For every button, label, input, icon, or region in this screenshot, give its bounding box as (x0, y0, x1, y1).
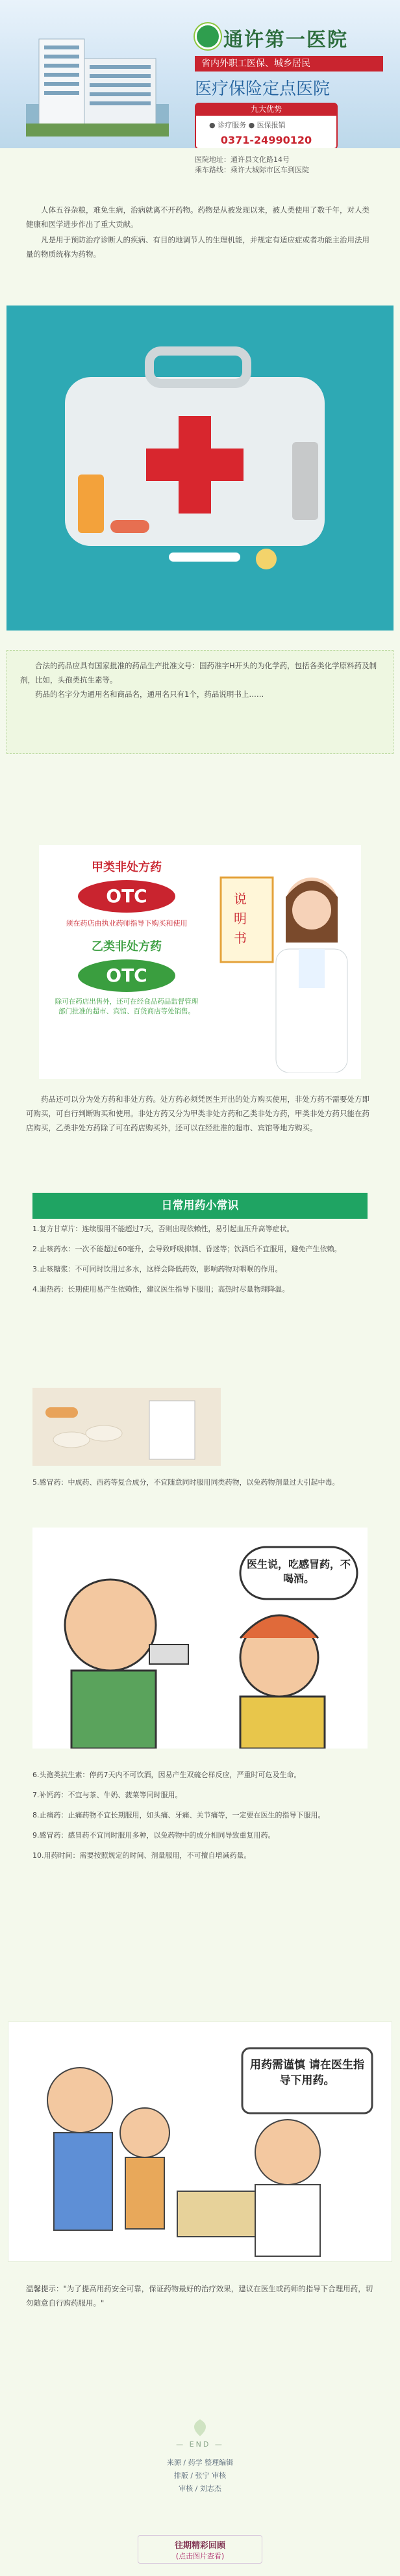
contact-card (195, 103, 338, 148)
credit-line: 来源 / 药学 整理编辑 (166, 2458, 234, 2467)
tip-item: 1.复方甘草片：连续服用不能超过7天，否则出现依赖性，易引起血压升高等症状。 (32, 1225, 294, 1233)
past-highlights-link[interactable] (138, 2535, 262, 2564)
cartoon-image (32, 1528, 368, 1749)
prescription-paragraph: 药品还可以分为处方药和非处方药。处方药必须凭医生开出的处方购买使用，非处方药不需要处方即可购买，可自行判断购买和使用。非处方药又分为甲类非处方药和乙类非处方药，甲类非处方药只能在药店购买，乙类非处方药除了可在药店购买外，还可以在经批准的超市、宾馆等地方购买。 (26, 1095, 369, 1132)
route-line: 乘车路线：乘许大城际市区车到医院 (195, 166, 309, 174)
intro-paragraph: 凡是用于预防治疗诊断人的疾病、有目的地调节人的生理机能，并规定有适应症或者功能主治用法用量的物质统称为药物。 (26, 235, 369, 259)
manual-char: 明 (234, 911, 247, 926)
tip-item: 4.退热药：长期使用易产生依赖性，建议医生指导下服用；高热时尽量物理降温。 (32, 1285, 290, 1294)
intro-paragraphs (26, 203, 374, 263)
medical-kit-image (6, 306, 394, 631)
class-b-desc: 除可在药店出售外，还可在经食品药品监督管理部门批准的超市、宾馆、百货商店等处销售。 (55, 998, 199, 1015)
tips-list-part3 (32, 1768, 368, 1869)
pharmacist-figure-icon (214, 852, 357, 1073)
pills-image (32, 1388, 221, 1466)
tip-item: 5.感冒药：中成药、西药等复合成分，不宜随意同时服用同类药物，以免药物剂量过大引起中毒。 (32, 1478, 340, 1487)
intro-paragraph: 人体五谷杂粮，难免生病，治病就离不开药物。药物是从被发现以来，被人类使用了数千年，对人类健康和医学进步作出了重大贡献。 (26, 205, 369, 229)
leaf-icon (187, 2418, 213, 2438)
tip-item: 7.补钙药：不宜与茶、牛奶、菠菜等同时服用。 (32, 1791, 182, 1799)
daily-medication-tips-heading: 日常用药小常识 (32, 1193, 368, 1219)
tip-item: 10.用药时间：需要按照规定的时间、剂量服用，不可擅自增减药量。 (32, 1851, 251, 1860)
pills-illustration (32, 1388, 221, 1466)
article-end-section (0, 2418, 400, 2495)
medical-kit-illustration (6, 306, 394, 631)
end-label: — END — (176, 2440, 224, 2449)
approval-paragraph: 合法的药品应具有国家批准的药品生产批准文号：国药准字H开头的为化学药，包括各类化学原料药及制剂，比如，头孢类抗生素等。 (20, 661, 377, 684)
class-a-otc-title: 甲类非处方药 (92, 861, 162, 874)
hospital-address (195, 155, 309, 176)
tip-item: 3.止咳糖浆：不可同时饮用过多水，这样会降低药效，影响药物对咽喉的作用。 (32, 1265, 282, 1273)
class-a-desc: 须在药店由执业药师指导下购买和使用 (66, 919, 188, 928)
closing-tip: 温馨提示："为了提高用药安全可靠，保证药物最好的治疗效果，建议在医生或药师的指导下合理用药，切勿随意自行购药服用。" (26, 2284, 373, 2308)
tips-list-part1 (32, 1222, 368, 1303)
manual-char: 说 (234, 891, 247, 907)
hospital-banner (0, 0, 400, 148)
doctor-sign-text: 用药需谨慎 请在医生指导下用药。 (250, 2059, 364, 2087)
otc-illustration (39, 845, 361, 1079)
tip-item: 9.感冒药：感冒药不宜同时服用多种，以免药物中的成分相同导致重复用药。 (32, 1831, 275, 1840)
otc-green-badge: OTC (78, 959, 175, 992)
tip-item: 8.止痛药：止痛药物不宜长期服用，如头痛、牙痛、关节痛等，一定要在医生的指导下服用。 (32, 1811, 325, 1819)
past-highlights-title: 往期精彩回顾 (174, 2541, 225, 2551)
hospital-name: 通许第一医院 (223, 29, 348, 51)
speech-bubble-text: 医生说，吃感冒药，不喝酒。 (247, 1558, 351, 1585)
tip-item: 6.头孢类抗生素：停药7天内不可饮酒，因易产生双硫仑样反应，严重时可危及生命。 (32, 1771, 301, 1779)
otc-red-badge: OTC (78, 880, 175, 913)
address-line: 医院地址：通许县文化路14号 (195, 155, 290, 164)
credit-line: 排版 / 张宁 审核 (173, 2471, 227, 2480)
hospital-building-illustration (26, 26, 169, 137)
credit-line: 审核 / 刘志杰 (179, 2484, 221, 2493)
insurance-tag-bar: 省内外职工医保、城乡居民 (195, 56, 383, 72)
manual-char: 书 (234, 930, 247, 946)
past-highlights-subtitle: (点击图片查看) (175, 2552, 225, 2560)
approval-paragraph: 药品的名字分为通用名和商品名，通用名只有1个，药品说明书上…… (35, 690, 264, 699)
drug-approval-note (6, 650, 394, 754)
class-b-otc-title: 乙类非处方药 (92, 940, 162, 954)
insurance-title: 医疗保险定点医院 (195, 79, 331, 99)
doctor-consult-image (8, 2022, 392, 2262)
contact-options: ● 诊疗服务 ● 医保报销 (209, 121, 286, 129)
tips-list-part2 (32, 1476, 368, 1496)
tip-item: 2.止咳药水：一次不能超过60毫升，会导致呼吸抑制、昏迷等；饮酒后不宜服用，避免产生依赖。 (32, 1245, 342, 1253)
hospital-logo-icon (195, 23, 221, 49)
phone-number[interactable]: 0371-24990120 (220, 134, 312, 146)
contact-card-title: 九大优势 (196, 103, 336, 116)
